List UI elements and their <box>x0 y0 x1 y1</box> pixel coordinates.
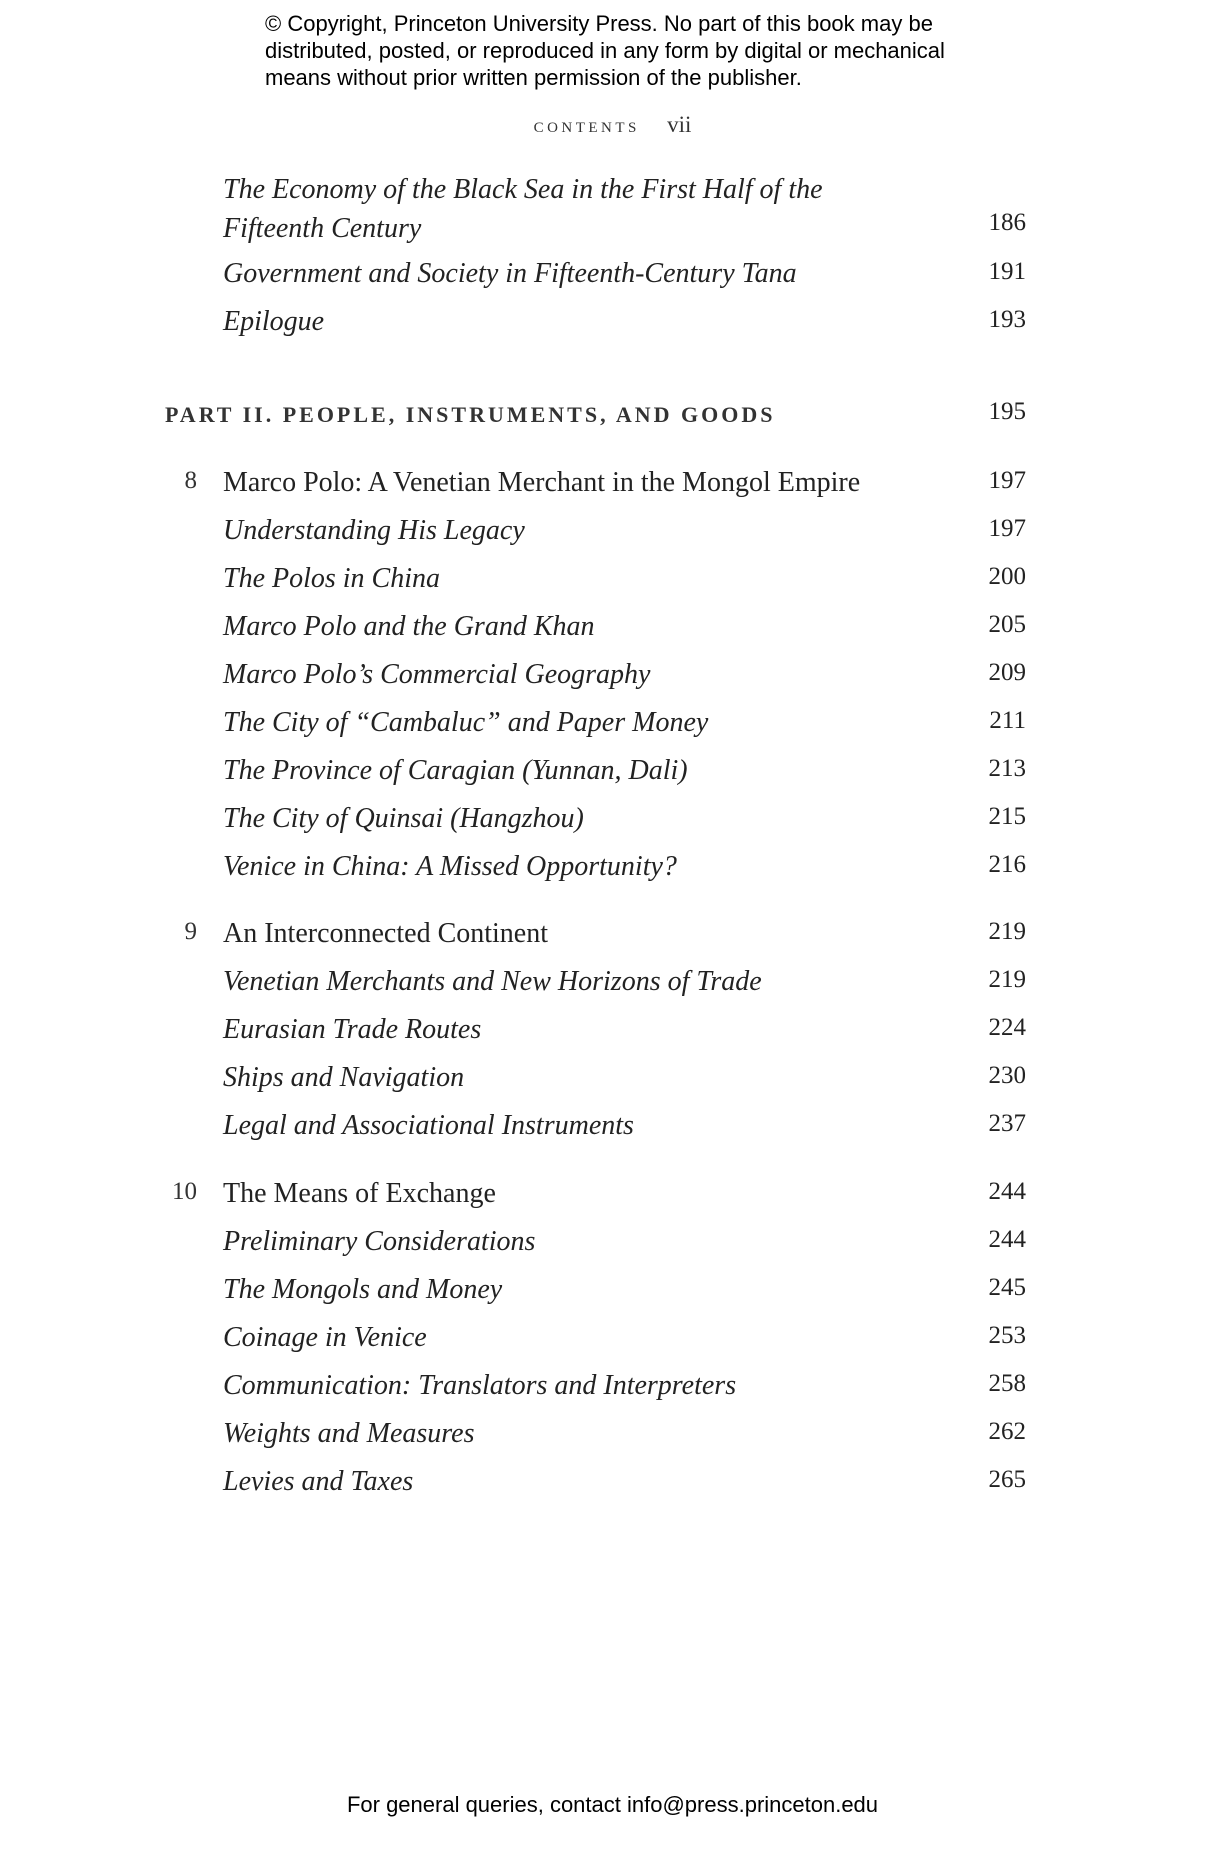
section-title: Marco Polo’s Commercial Geography <box>223 659 651 690</box>
page-number: 197 <box>988 515 1026 542</box>
page-number: 262 <box>988 1418 1026 1445</box>
section-title: Venetian Merchants and New Horizons of Trade <box>223 966 762 997</box>
copyright-line: © Copyright, Princeton University Press. No part of this book may be <box>265 11 933 36</box>
page-number: 200 <box>988 563 1026 590</box>
footer-contact: For general queries, contact info@press.princeton.edu <box>346 1792 879 1817</box>
page-number: 195 <box>988 398 1026 425</box>
section-title: Government and Society in Fifteenth-Century Tana <box>223 258 797 289</box>
page-number: 215 <box>988 803 1026 830</box>
section-title: The Mongols and Money <box>223 1274 503 1305</box>
page-number: 258 <box>988 1370 1026 1397</box>
section-title: Legal and Associational Instruments <box>223 1110 634 1141</box>
page-number: 265 <box>988 1466 1026 1493</box>
page-number: 224 <box>988 1014 1026 1041</box>
running-head <box>0 112 1225 138</box>
chapter-number: 9 <box>184 918 197 945</box>
page-number: 213 <box>988 755 1026 782</box>
copyright-line: distributed, posted, or reproduced in any form by digital or mechanical <box>265 38 945 63</box>
section-title: Epilogue <box>223 306 325 337</box>
chapter-title: Marco Polo: A Venetian Merchant in the Mongol Empire <box>223 467 861 498</box>
copyright-notice <box>265 10 1025 91</box>
chapter-number: 10 <box>172 1178 197 1205</box>
page-number: 253 <box>988 1322 1026 1349</box>
section-title: The City of Quinsai (Hangzhou) <box>223 803 584 834</box>
page-number: 245 <box>988 1274 1026 1301</box>
page-number: 244 <box>988 1226 1026 1253</box>
page-number: 209 <box>988 659 1026 686</box>
section-title: Coinage in Venice <box>223 1322 427 1353</box>
section-title: Eurasian Trade Routes <box>223 1014 482 1045</box>
page-number: 186 <box>988 209 1026 236</box>
page-number: 205 <box>988 611 1026 638</box>
running-head-page: vii <box>667 112 692 137</box>
page-number: 211 <box>989 707 1026 734</box>
page-number: 197 <box>988 467 1026 494</box>
chapter-number: 8 <box>184 467 197 494</box>
page-number: 230 <box>988 1062 1026 1089</box>
page-number: 219 <box>988 918 1026 945</box>
page-number: 216 <box>988 851 1026 878</box>
section-title: Understanding His Legacy <box>223 515 525 546</box>
section-title: Weights and Measures <box>223 1418 475 1449</box>
section-title: The Province of Caragian (Yunnan, Dali) <box>223 755 688 786</box>
page-number: 237 <box>988 1110 1026 1137</box>
section-title: The Polos in China <box>223 563 441 594</box>
part-title: PART II. PEOPLE, INSTRUMENTS, AND GOODS <box>165 402 776 427</box>
page-number: 219 <box>988 966 1026 993</box>
section-title: Preliminary Considerations <box>223 1226 536 1257</box>
section-title-line: The Economy of the Black Sea in the First Half of the <box>223 174 823 205</box>
section-title: The City of “Cambaluc” and Paper Money <box>223 707 709 738</box>
section-title: Levies and Taxes <box>223 1466 414 1497</box>
copyright-line: means without prior written permission of the publisher. <box>265 65 802 90</box>
section-title-line: Fifteenth Century <box>223 213 422 244</box>
section-title: Ships and Navigation <box>223 1062 465 1093</box>
page-number: 193 <box>988 306 1026 333</box>
running-head-label: contents <box>533 112 640 137</box>
section-title <box>223 170 823 248</box>
page-number: 191 <box>988 258 1026 285</box>
chapter-title: The Means of Exchange <box>223 1178 496 1209</box>
section-title: Communication: Translators and Interpreters <box>223 1370 737 1401</box>
section-title: Marco Polo and the Grand Khan <box>223 611 595 642</box>
section-title: Venice in China: A Missed Opportunity? <box>223 851 677 882</box>
chapter-title: An Interconnected Continent <box>223 918 549 949</box>
page-number: 244 <box>988 1178 1026 1205</box>
